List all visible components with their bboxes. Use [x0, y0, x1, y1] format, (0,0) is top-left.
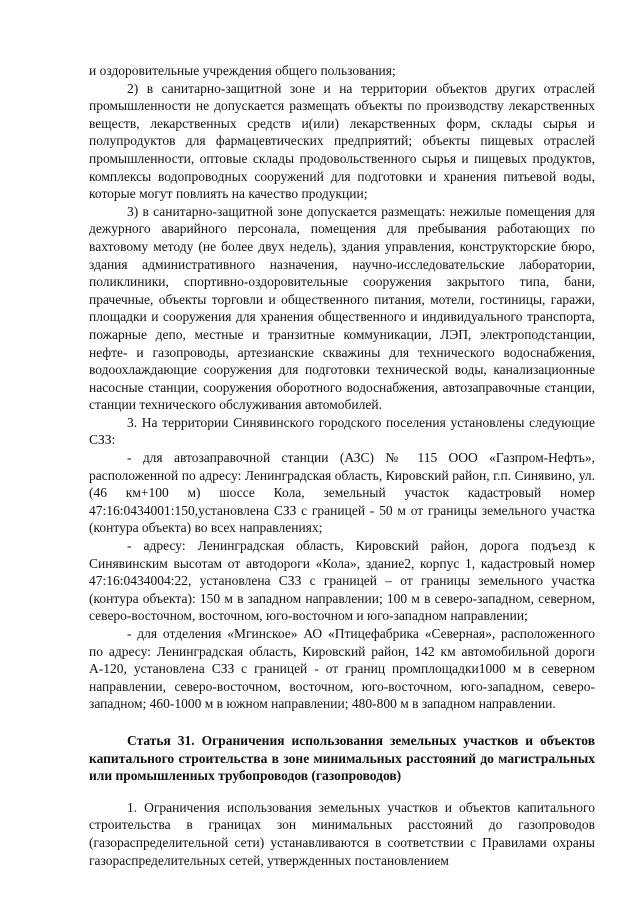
- list-item-azs: - для автозаправочной станции (АЗС) № 115 ООО «Газпром-Нефть», расположенной по адресу: Ленинградская область, Кировский район, г.п. Синявино, ул. (46 км+100 м) шоссе Кола, земельный участок кадастровый номер 47:16:0434001:150,установлена СЗЗ с границей - 50 м от границы земельного участка (контура объекта) во всех направлениях;: [89, 450, 595, 536]
- document-page: [89, 62, 595, 869]
- paragraph-continuation: и оздоровительные учреждения общего пользования;: [89, 63, 396, 78]
- article-31-heading: Статья 31. Ограничения использования земельных участков и объектов капитального строительства в зоне минимальных расстояний до магистральных или промышленных трубопроводов (газопроводов): [89, 732, 595, 784]
- paragraph-item-2: 2) в санитарно-защитной зоне и на территории объектов других отраслей промышленности не допускается размещать объекты по производству лекарственных веществ, лекарственных средств и(или) лекарственных форм, склады сырья и полупродуктов для фармацевтических предприятий; объекты пищевых отраслей промышленности, оптовые склады продовольственного сырья и пищевых продуктов, комплексы водопроводных сооружений для подготовки и хранения питьевой воды, которые могут повлиять на качество продукции;: [89, 80, 595, 202]
- paragraph-article-31-1: 1. Ограничения использования земельных участков и объектов капитального строительства в границах зон минимальных расстояний до газопроводов (газораспределительной сети) устанавливаются в соответствии с Правилами охраны газораспределительных сетей, утвержденных постановлением: [89, 799, 595, 868]
- list-item-mginskoe: - для отделения «Мгинское» АО «Птицефабрика «Северная», расположенного по адресу: Ленинградская область, Кировский район, 142 км автомобильной дороги А-120, установлена СЗЗ с границей - от границ промплощадки1000 м в северном направлении, северо-восточном, восточном, юго-восточном, юго-западном, северо-западном; 460-1000 м в южном направлении; 480-800 м в западном направлении.: [89, 626, 595, 712]
- paragraph-item-3: 3) в санитарно-защитной зоне допускается размещать: нежилые помещения для дежурного аварийного персонала, помещения для пребывания работающих по вахтовому методу (не более двух недель), здания управления, конструкторские бюро, здания административного назначения, научно-исследовательские лаборатории, поликлиники, спортивно-оздоровительные сооружения закрытого типа, бани, прачечные, объекты торговли и общественного питания, мотели, гостиницы, гаражи, площадки и сооружения для хранения общественного и индивидуального транспорта, пожарные депо, местные и транзитные коммуникации, ЛЭП, электроподстанции, нефте- и газопроводы, артезианские скважины для технического водоснабжения, водоохлаждающие сооружения для подготовки технической воды, канализационные насосные станции, сооружения оборотного водоснабжения, автозаправочные станции, станции технического обслуживания автомобилей.: [89, 203, 595, 413]
- list-item-kola-road: - адресу: Ленинградская область, Кировский район, дорога подъезд к Синявинским высотам от автодороги «Кола», здание2, корпус 1, кадастровый номер 47:16:0434004:22, установлена СЗЗ с границей – от границы земельного участка (контура объекта): 150 м в западном направлении; 100 м в северо-западном, северном, северо-восточном, восточном, юго-восточном и юго-западном направлении;: [89, 538, 595, 624]
- paragraph-szz-intro: 3. На территории Синявинского городского поселения установлены следующие СЗЗ:: [89, 414, 595, 448]
